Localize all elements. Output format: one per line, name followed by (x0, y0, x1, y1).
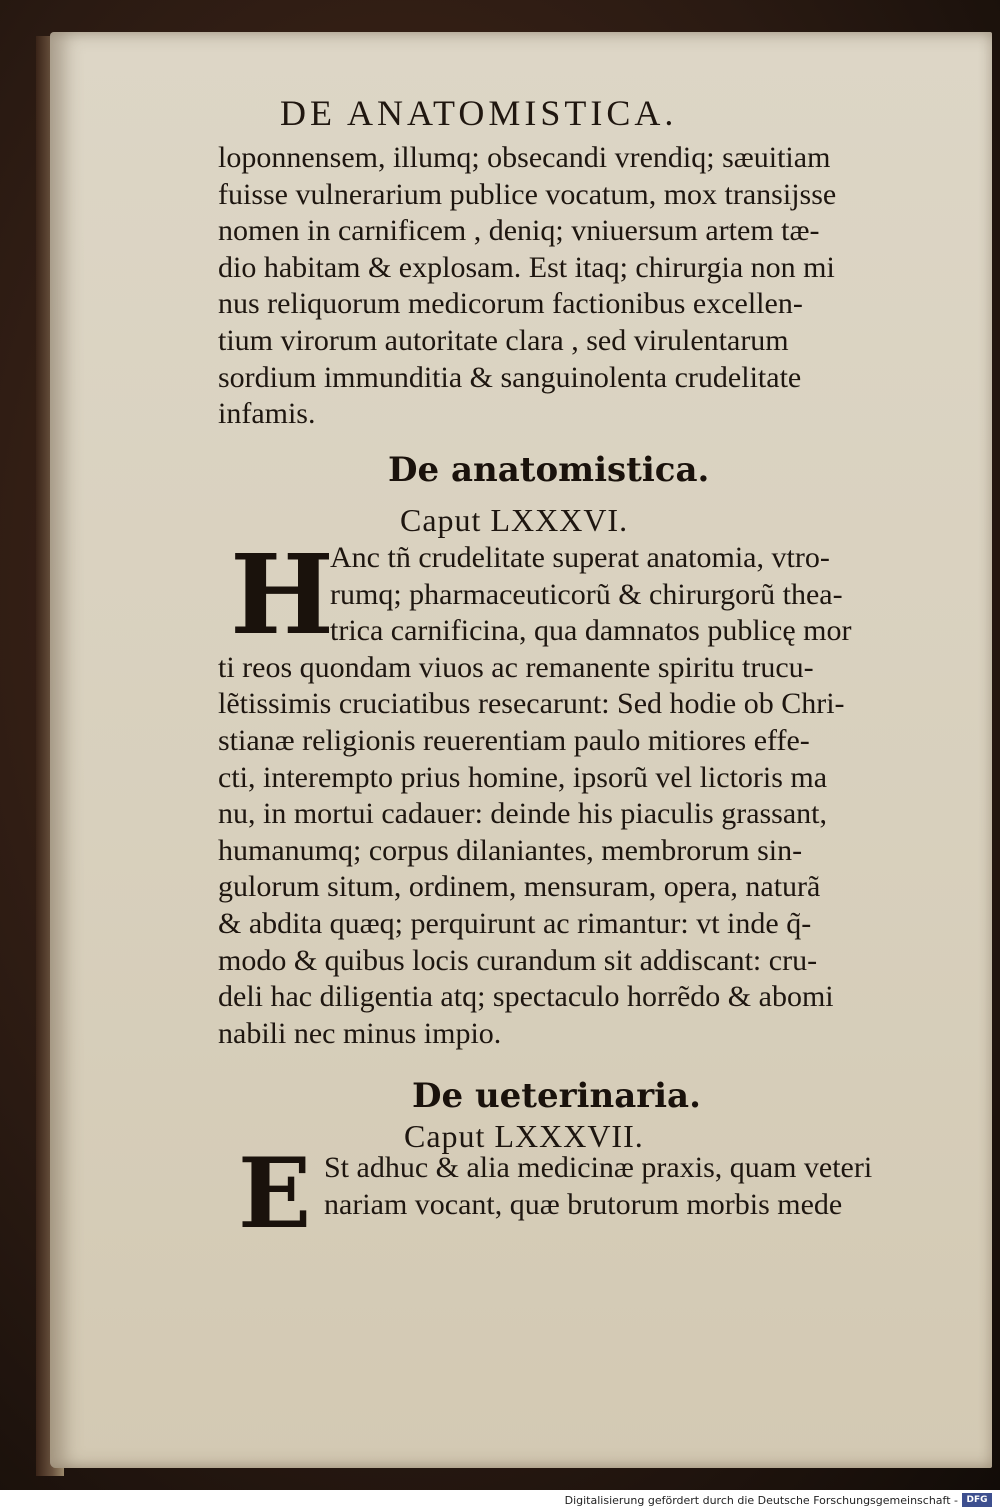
chapter-86-body (218, 650, 908, 1053)
text-line: deli hac diligentia atq; spectaculo horrẽdo & abomi (218, 980, 834, 1014)
text-line: nariam vocant, quæ brutorum morbis mede (324, 1187, 843, 1221)
dfg-logo: DFG (962, 1493, 992, 1507)
text-line: modo & quibus locis curandum sit addiscant: cru- (218, 943, 818, 977)
text-line: lẽtissimis cruciatibus resecarunt: Sed hodie ob Chri- (218, 687, 845, 721)
text-line: cti, interempto prius homine, ipsorũ vel lictoris ma (218, 760, 828, 794)
chapter-86-indented (330, 540, 910, 650)
chapter-heading-anatomistica: De anatomistica. (388, 450, 710, 490)
funding-credit: Digitalisierung gefördert durch die Deutsche Forschungsgemeinschaft - (564, 1494, 958, 1507)
chapter-heading-ueterinaria: De ueterinaria. (412, 1076, 701, 1116)
text-line: & abdita quæq; perquirunt ac rimantur: vt inde q̃- (218, 906, 812, 940)
chapter-87-indented (324, 1150, 914, 1223)
text-line: infamis. (218, 397, 316, 431)
text-line: tium virorum autoritate clara , sed virulentarum (218, 323, 789, 357)
text-line: sordium immunditia & sanguinolenta crudelitate (218, 360, 802, 394)
text-line: stianæ religionis reuerentiam paulo mitiores effe- (218, 723, 810, 757)
drop-cap-e: E (238, 1137, 312, 1250)
text-line: nus reliquorum medicorum factionibus excellen- (218, 287, 803, 321)
text-line: nomen in carnificem , deniq; vniuersum artem tæ- (218, 214, 820, 248)
section-continuation (218, 140, 908, 433)
text-line: loponnensem, illumq; obsecandi vrendiq; sæuitiam (218, 141, 831, 174)
text-line: gulorum situm, ordinem, mensuram, opera, naturã (218, 870, 821, 904)
running-head: DE ANATOMISTICA. (280, 93, 678, 133)
text-line: dio habitam & explosam. Est itaq; chirurgia non mi (218, 250, 835, 284)
chapter-caput-87: Caput LXXXVII. (404, 1118, 644, 1154)
text-line: ti reos quondam viuos ac remanente spiritu trucu- (218, 650, 814, 684)
text-line: St adhuc & alia medicinæ praxis, quam veteri (324, 1151, 873, 1184)
text-line: rumq; pharmaceuticorũ & chirurgorũ thea- (330, 577, 843, 611)
drop-cap-h: H (230, 530, 334, 659)
text-line: nu, in mortui cadauer: deinde his piaculis grassant, (218, 797, 828, 831)
chapter-caput-86: Caput LXXXVI. (400, 502, 629, 538)
text-line: fuisse vulnerarium publice vocatum, mox transijsse (218, 177, 837, 211)
text-line: humanumq; corpus dilaniantes, membrorum sin- (218, 833, 803, 867)
text-line: Anc tñ crudelitate superat anatomia, vtro- (330, 541, 830, 574)
text-line: trica carnificina, qua damnatos publicę mor (330, 614, 852, 648)
text-line: nabili nec minus impio. (218, 1016, 502, 1050)
